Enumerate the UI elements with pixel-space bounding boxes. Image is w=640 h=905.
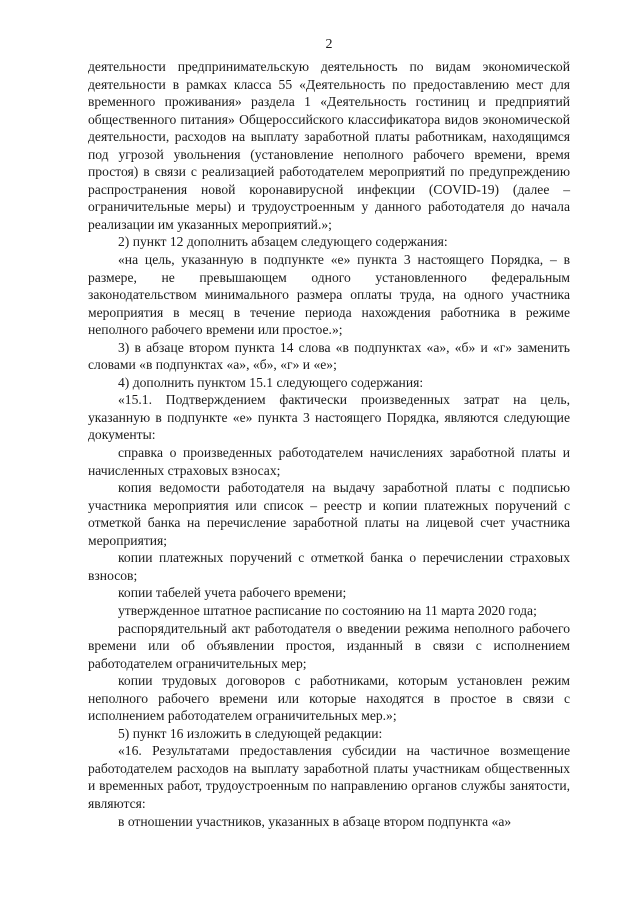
paragraph: в отношении участников, указанных в абзаце втором подпункта «а»	[118, 813, 512, 829]
paragraph: утвержденное штатное расписание по состоянию на 11 марта 2020 года;	[118, 602, 537, 618]
paragraph: деятельности предпринимательскую деятельность по видам экономической деятельности в рамках класса 55 «Деятельность по предоставлению мест для временного проживания» раздела 1 «Деятельность гостиниц и предприятий общественного питания» Общероссийского классификатора видов экономической деятельности, расходов на выплату заработной платы работникам, находящимся под угрозой увольнения (установление неполного рабочего времени, время простоя) в связи с реализацией работодателем мероприятий по предупреждению распространения новой коронавирусной инфекции (COVID-19) (далее – ограничительные меры) и трудоустроенным у данного работодателя до начала реализации им указанных мероприятий.»;	[88, 59, 570, 232]
paragraph: «на цель, указанную в подпункте «е» пункта 3 настоящего Порядка, – в размере, не превышающем одного установленного федеральным законодательством минимального размера оплаты труда, на одного участника мероприятия в месяц в течение периода нахождения работника в режиме неполного рабочего времени или простое.»;	[88, 252, 570, 338]
page-number: 2	[325, 37, 333, 52]
paragraph: 4) дополнить пунктом 15.1 следующего содержания:	[118, 374, 424, 390]
paragraph: 2) пункт 12 дополнить абзацем следующего содержания:	[118, 234, 448, 250]
paragraph: копия ведомости работодателя на выдачу заработной платы с подписью участника мероприятия или список – реестр и копии платежных поручений с отметкой банка на перечисление заработной платы на лицевой счет участника мероприятия;	[88, 480, 570, 548]
paragraph: распорядительный акт работодателя о введении режима неполного рабочего времени или об объявлении простоя, изданный в связи с исполнением работодателем ограничительных мер;	[88, 620, 570, 671]
paragraph: «15.1. Подтверждением фактически произведенных затрат на цель, указанную в подпункте «е» пункта 3 настоящего Порядка, являются следующие документы:	[88, 392, 570, 443]
paragraph: копии табелей учета рабочего времени;	[118, 585, 347, 601]
paragraph: «16. Результатами предоставления субсидии на частичное возмещение работодателем расходов на выплату заработной платы участникам общественных и временных работ, трудоустроенным по направлению органов службы занятости, являются:	[88, 743, 570, 811]
paragraph: 5) пункт 16 изложить в следующей редакции:	[118, 725, 383, 741]
paragraph: копии трудовых договоров с работниками, которым установлен режим неполного рабочего времени или которые находятся в простое в связи с исполнением работодателем ограничительных мер.»;	[88, 673, 570, 724]
paragraph: 3) в абзаце втором пункта 14 слова «в подпунктах «а», «б» и «г» заменить словами «в подпунктах «а», «б», «г» и «е»;	[88, 339, 570, 373]
paragraph: копии платежных поручений с отметкой банка о перечислении страховых взносов;	[88, 550, 570, 583]
paragraph: справка о произведенных работодателем начислениях заработной платы и начисленных страховых взносах;	[88, 445, 570, 478]
